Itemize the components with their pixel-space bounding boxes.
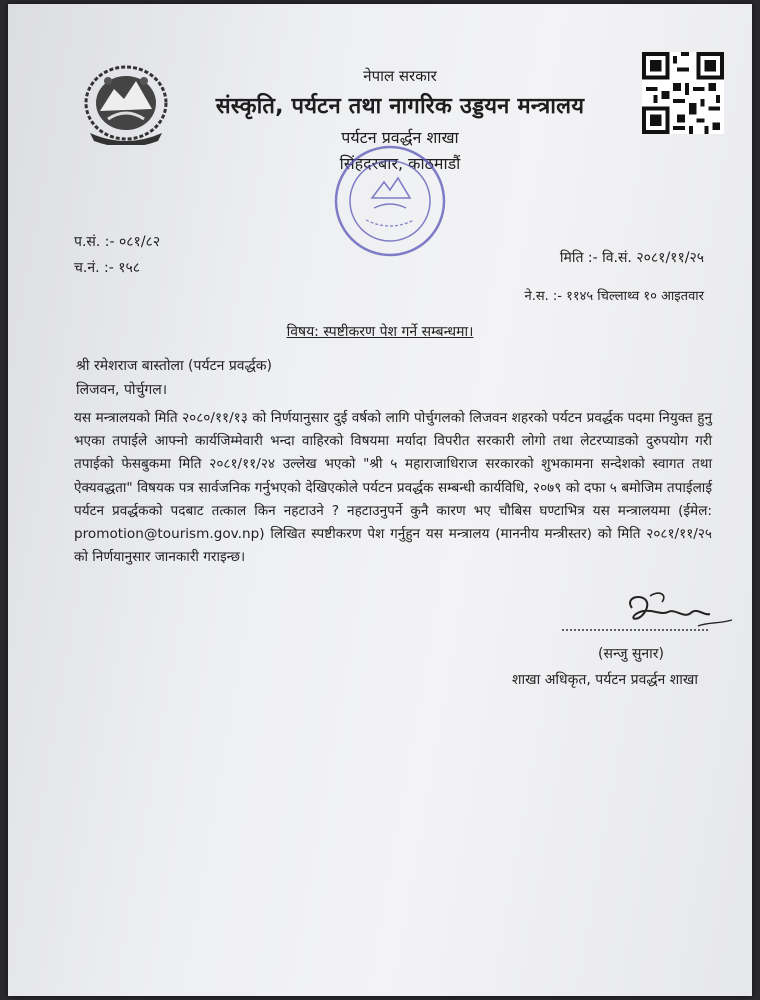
nepal-sambat-date: ने.स. :- ११४५ चिल्लाथ्व १० आइतवार [524,289,704,304]
reference-number: प.सं. :- ०८१/८२ [74,234,161,250]
letter-page [8,4,752,996]
government-name: नेपाल सरकार [363,67,437,85]
recipient-name: श्री रमेशराज बास्तोला (पर्यटन प्रवर्द्धक) [76,358,272,374]
ministry-name: संस्कृति, पर्यटन तथा नागरिक उड्डयन मन्त्रालय [215,94,585,119]
recipient-location: लिजवन, पोर्चुगल। [76,382,168,398]
signatory-title: शाखा अधिकृत, पर्यटन प्रवर्द्धन शाखा [512,672,698,688]
branch-name: पर्यटन प्रवर्द्धन शाखा [341,128,459,147]
signatory-name: (सन्जु सुनार) [598,646,664,662]
qr-code-icon [642,52,724,134]
letter-date: मिति :- वि.सं. २०८१/११/२५ [559,250,704,266]
dispatch-number: च.नं. :- १५८ [74,260,141,276]
official-stamp-icon [328,142,452,260]
ministry-address: सिंहदरबार, काठमाडौं [339,154,461,173]
letter-body: यस मन्त्रालयको मिति २०८०/११/१३ को निर्णयानुसार दुई वर्षको लागि पोर्चुगलको लिजवन शहरको पर्यटन प्रवर्द्धक पदमा नियुक्त हुनु भएका तपाईले आफ्नो कार्यजिम्मेवारी भन्दा वाहिरको विषयमा मर्यादा विपरीत सरकारी लोगो तथा लेटरप्याडको दुरुपयोग गरी तपाईको फेसबुकमा मिति २०८१/११/२४ उल्लेख भएको "श्री ५ महाराजाधिराज सरकारको शुभकामना सन्देशको स्वागत तथा ऐक्यवद्धता" विषयक पत्र सार्वजनिक गर्नुभएको देखिएकोले पर्यटन प्रवर्द्धक सम्बन्धी कार्यविधि, २०७९ को दफा ५ बमोजिम तपाईलाई पर्यटन प्रवर्द्धकको पदबाट तत्काल किन नहटाउने ? नहटाउनुपर्ने कुनै कारण भए चौबिस घण्टाभित्र यस मन्त्रालयमा (ईमेल: promotion@tourism.gov.np) लिखित स्पष्टीकरण पेश गर्नुहुन यस मन्त्रालय (माननीय मन्त्रीस्तर) को मिति २०८१/११/२५ को निर्णयानुसार जानकारी गराइन्छ। [74,410,712,566]
subject-text: विषय: स्पष्टीकरण पेश गर्ने सम्बन्धमा। [286,324,474,340]
handwritten-signature-icon [558,586,738,642]
subject-line [8,322,752,341]
